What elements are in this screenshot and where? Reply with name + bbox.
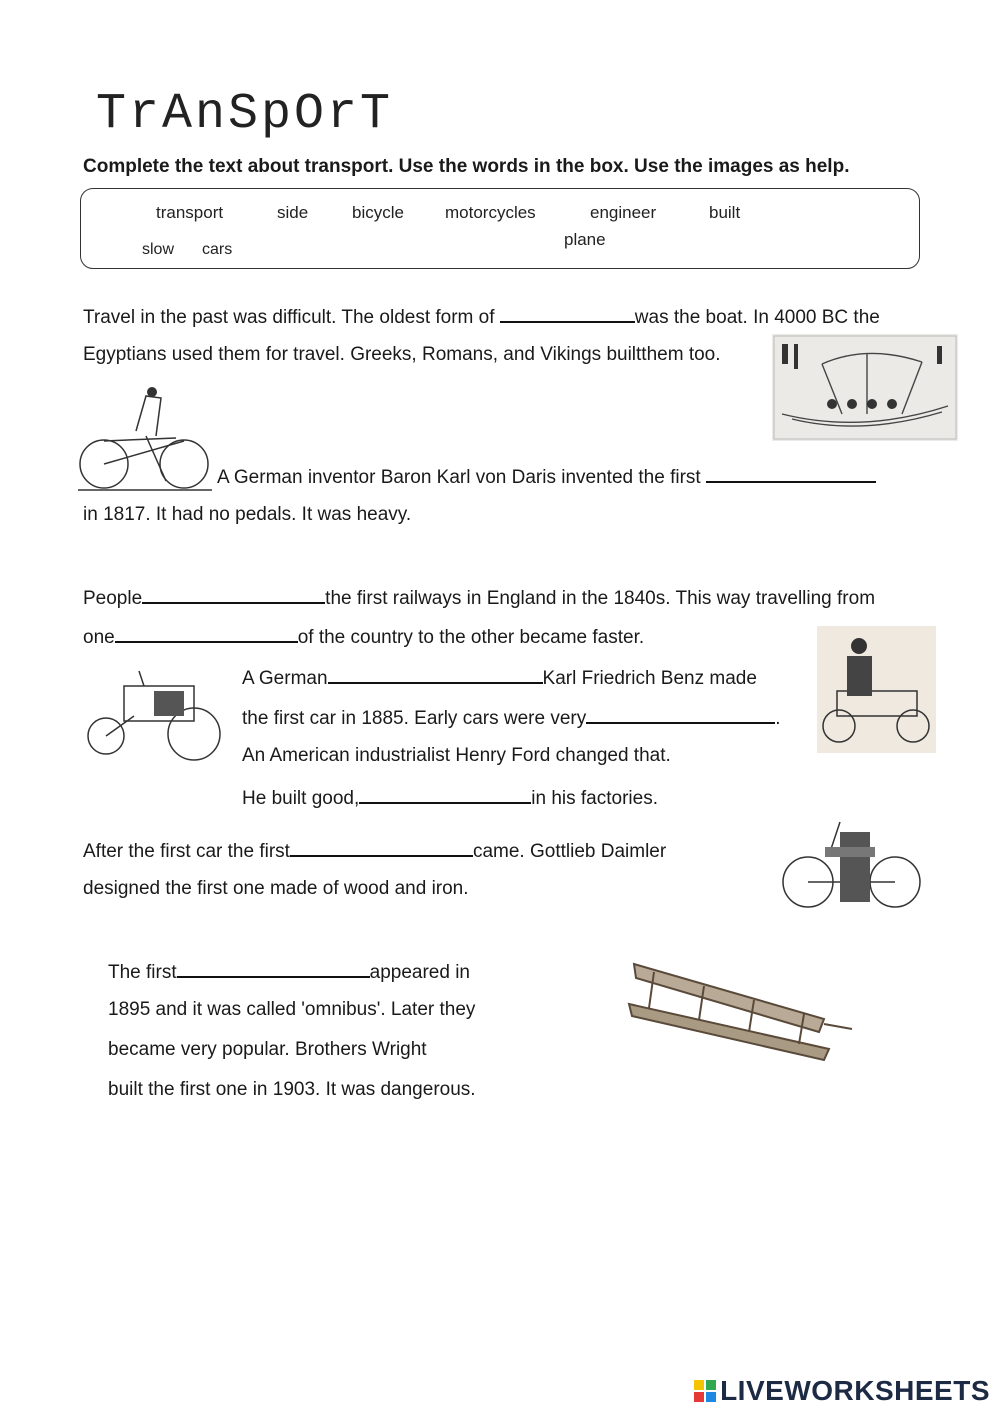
worksheet-title: TrAnSpOrT — [96, 86, 394, 143]
egyptian-boat-image — [772, 334, 958, 441]
answer-blank-2[interactable] — [706, 463, 876, 483]
answer-blank-5[interactable] — [328, 664, 543, 684]
word-bank-item: bicycle — [352, 203, 404, 222]
draisine-bicycle-image — [76, 386, 214, 492]
paragraph-bicycle-line: A German inventor Baron Karl von Daris invented the first — [217, 463, 876, 490]
paragraph-motorcycle-line: After the first car the first came. Gottlieb Daimler — [83, 837, 666, 864]
word-bank-item: transport — [156, 203, 224, 222]
paragraph-boat-line: Travel in the past was difficult. The oldest form of was the boat. In 4000 BC the — [83, 303, 880, 330]
answer-blank-7[interactable] — [359, 784, 531, 804]
paragraph-car-line: A German Karl Friedrich Benz made — [242, 664, 757, 691]
answer-blank-3[interactable] — [142, 584, 325, 604]
answer-blank-4[interactable] — [115, 623, 298, 643]
word-bank-item: side — [277, 203, 309, 222]
word-bank-item: plane — [564, 230, 606, 249]
word-bank-item: engineer — [590, 203, 657, 222]
paragraph-car-line: He built good, in his factories. — [242, 784, 658, 811]
paragraph-railway-line: People the first railways in England in the 1840s. This way travelling from — [83, 584, 875, 611]
liveworksheets-logo: LIVEWORKSHEETS — [694, 1375, 990, 1407]
daimler-motorcycle-image — [780, 812, 925, 922]
paragraph-plane-line: built the first one in 1903. It was dangerous. — [108, 1079, 476, 1100]
paragraph-plane-line: 1895 and it was called 'omnibus'. Later they — [108, 999, 476, 1020]
paragraph-plane-line: The first appeared in — [108, 958, 470, 985]
word-bank-item: built — [709, 203, 741, 222]
instruction-text: Complete the text about transport. Use the words in the box. Use the images as help. — [83, 156, 850, 177]
answer-blank-9[interactable] — [177, 958, 370, 978]
paragraph-boat-line: Egyptians used them for travel. Greeks, Romans, and Vikings builtthem too. — [83, 344, 721, 365]
answer-blank-6[interactable] — [586, 704, 775, 724]
paragraph-car-line: the first car in 1885. Early cars were very . — [242, 704, 781, 731]
answer-blank-1[interactable] — [500, 303, 635, 323]
logo-icon — [694, 1380, 716, 1402]
paragraph-plane-line: became very popular. Brothers Wright — [108, 1039, 427, 1060]
paragraph-motorcycle-line: designed the first one made of wood and iron. — [83, 878, 469, 899]
wright-flyer-image — [624, 944, 854, 1062]
word-bank-item: slow — [142, 241, 175, 258]
word-bank-item: cars — [202, 241, 233, 258]
benz-car-image — [84, 666, 226, 766]
paragraph-railway-line: one of the country to the other became faster. — [83, 623, 644, 650]
ford-quadricycle-image — [817, 626, 936, 753]
paragraph-bicycle-line: in 1817. It had no pedals. It was heavy. — [83, 504, 412, 525]
word-bank-item: motorcycles — [445, 203, 536, 222]
paragraph-car-line: An American industrialist Henry Ford changed that. — [242, 745, 671, 766]
answer-blank-8[interactable] — [290, 837, 473, 857]
